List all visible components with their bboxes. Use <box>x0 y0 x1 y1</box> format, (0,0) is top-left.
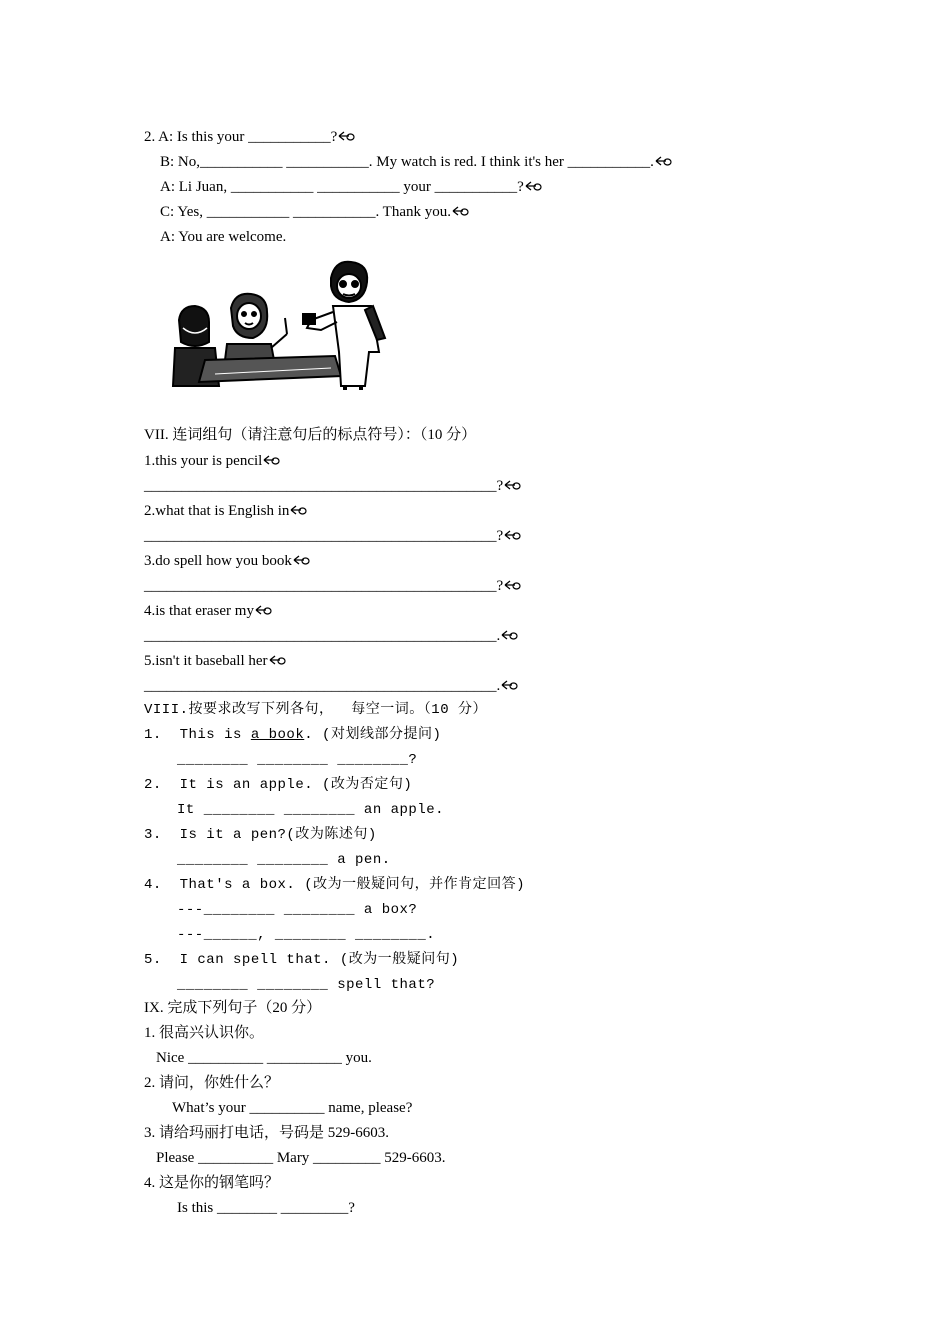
dialogue-line-a1: 2. A: Is this your ___________? <box>144 127 355 147</box>
return-arrow-icon <box>293 555 310 566</box>
section8-question-2: 2. It is an apple. (改为否定句) <box>144 777 413 793</box>
section8-heading: VIII.按要求改写下列各句， 每空一词。（10 分） <box>144 702 488 718</box>
section9-heading: IX. 完成下列句子（20 分） <box>144 1000 322 1016</box>
section9-answer-4[interactable]: Is this ________ _________? <box>177 1200 355 1216</box>
dialogue-line-b: B: No,___________ ___________. My watch is red. I think it's her ___________. <box>160 152 672 172</box>
return-arrow-icon <box>504 530 521 541</box>
return-arrow-icon <box>501 680 518 691</box>
return-arrow-icon <box>269 655 286 666</box>
dialogue-line-c: C: Yes, ___________ ___________. Thank you. <box>160 202 469 222</box>
section8-question-3: 3. Is it a pen?(改为陈述句) <box>144 827 377 843</box>
section8-answer-5[interactable]: ________ ________ spell that? <box>177 977 436 993</box>
return-arrow-icon <box>290 505 307 516</box>
section8-answer-4a[interactable]: ---________ ________ a box? <box>177 902 418 918</box>
section7-answer-2[interactable]: _______________________________________________? <box>144 526 521 546</box>
section7-answer-1[interactable]: _______________________________________________? <box>144 476 521 496</box>
return-arrow-icon <box>255 605 272 616</box>
section9-question-2-cn: 2. 请问，你姓什么？ <box>144 1075 280 1091</box>
classroom-illustration <box>145 248 417 400</box>
return-arrow-icon <box>263 455 280 466</box>
section7-answer-3[interactable]: _______________________________________________? <box>144 576 521 596</box>
section8-answer-2[interactable]: It ________ ________ an apple. <box>177 802 445 818</box>
section7-prompt-2: 2.what that is English in <box>144 501 307 521</box>
section8-question-1: 1. This is a book. (对划线部分提问) <box>144 727 442 743</box>
section7-prompt-5: 5.isn't it baseball her <box>144 651 286 671</box>
section8-question-5: 5. I can spell that. (改为一般疑问句) <box>144 952 460 968</box>
section7-answer-5[interactable]: _______________________________________________. <box>144 676 518 696</box>
dialogue-line-a2: A: Li Juan, ___________ ___________ your ___________? <box>160 177 542 197</box>
dialogue-line-a3: A: You are welcome. <box>160 229 287 245</box>
section8-answer-3[interactable]: ________ ________ a pen. <box>177 852 391 868</box>
return-arrow-icon <box>501 630 518 641</box>
section7-answer-4[interactable]: _______________________________________________. <box>144 626 518 646</box>
section7-prompt-1: 1.this your is pencil <box>144 451 280 471</box>
section9-question-4-cn: 4. 这是你的钢笔吗？ <box>144 1175 280 1191</box>
underlined-phrase: a book <box>250 727 305 743</box>
section8-question-4: 4. That's a box. (改为一般疑问句，并作肯定回答) <box>144 877 526 893</box>
section8-answer-1[interactable]: ________ ________ ________? <box>177 752 418 768</box>
return-arrow-icon <box>338 131 355 142</box>
section9-answer-2[interactable]: What’s your __________ name, please? <box>172 1100 413 1116</box>
return-arrow-icon <box>655 156 672 167</box>
return-arrow-icon <box>452 206 469 217</box>
section9-question-1-cn: 1. 很高兴认识你。 <box>144 1025 265 1041</box>
section9-answer-3[interactable]: Please __________ Mary _________ 529-6603. <box>156 1150 446 1166</box>
section9-answer-1[interactable]: Nice __________ __________ you. <box>156 1050 372 1066</box>
section7-heading: VII. 连词组句（请注意句后的标点符号）：（10 分） <box>144 427 477 443</box>
return-arrow-icon <box>504 580 521 591</box>
return-arrow-icon <box>504 480 521 491</box>
section7-prompt-4: 4.is that eraser my <box>144 601 272 621</box>
section7-prompt-3: 3.do spell how you book <box>144 551 310 571</box>
section9-question-3-cn: 3. 请给玛丽打电话，号码是 529-6603. <box>144 1125 389 1141</box>
section8-answer-4b[interactable]: ---______, ________ ________. <box>177 927 436 943</box>
return-arrow-icon <box>525 181 542 192</box>
